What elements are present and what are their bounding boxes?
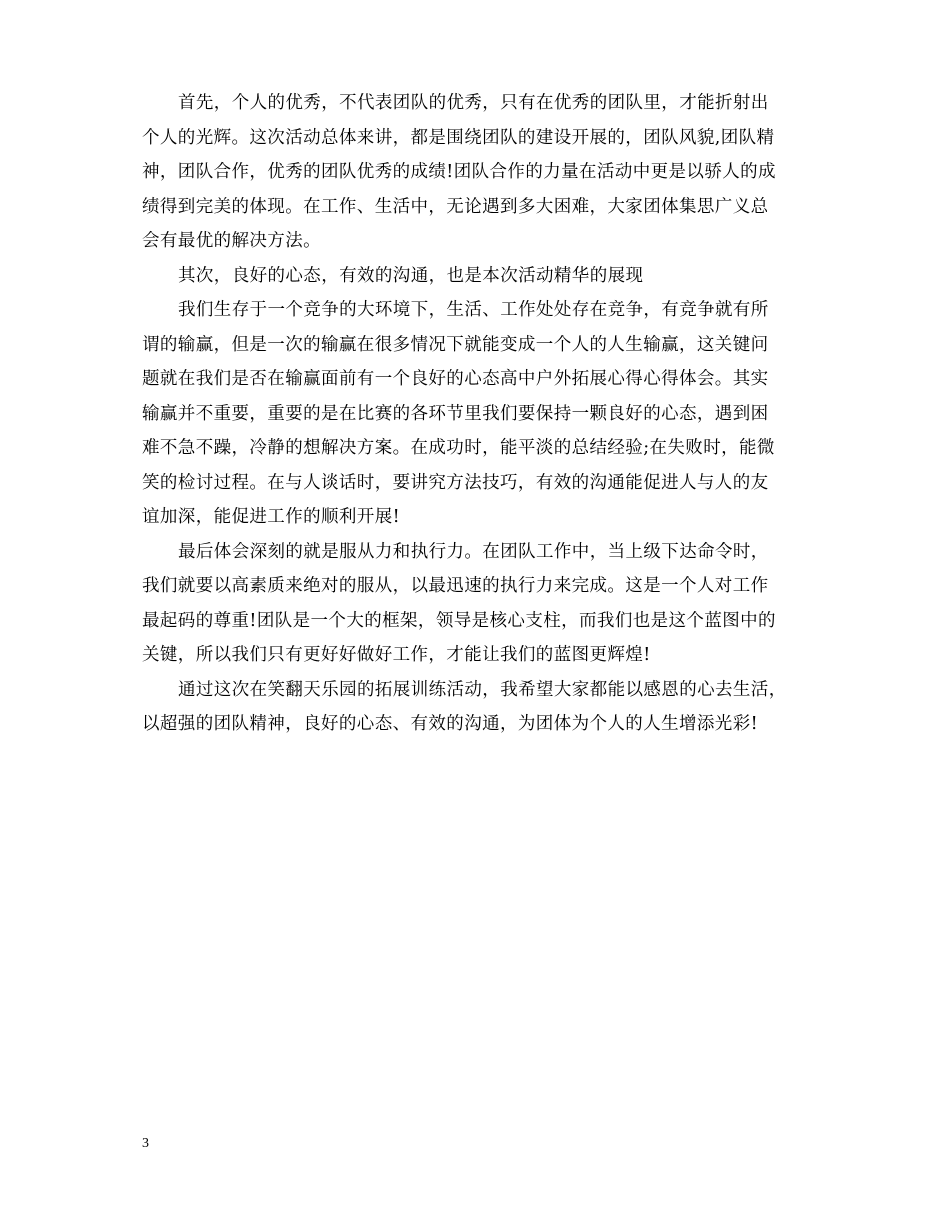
text-line: 谓的输赢，但是一次的输赢在很多情况下就能变成一个人的人生输赢，这关键问: [142, 334, 769, 355]
paragraph-conclusion: [142, 673, 834, 742]
document-body: [142, 86, 834, 742]
text-line: 会有最优的解决方法。: [142, 231, 321, 251]
paragraph-mindset-heading: [142, 259, 834, 294]
paragraph-obedience: [142, 535, 834, 673]
text-line: 神，团队合作，优秀的团队优秀的成绩!团队合作的力量在活动中更是以骄人的成: [142, 162, 776, 182]
page-number: 3: [142, 1136, 149, 1151]
text-line: 笑的检讨过程。在与人谈话时，要讲究方法技巧，有效的沟通能促进人与人的友: [142, 472, 769, 493]
text-line: 绩得到完美的体现。在工作、生活中，无论遇到多大困难，大家团体集思广义总: [142, 196, 769, 217]
text-line: 关键，所以我们只有更好好做好工作，才能让我们的蓝图更辉煌!: [142, 645, 651, 665]
text-line: 我们生存于一个竞争的大环境下，生活、工作处处存在竞争，有竞争就有所: [178, 300, 769, 320]
text-line: 其次，良好的心态，有效的沟通，也是本次活动精华的展现: [178, 265, 644, 286]
text-line: 通过这次在笑翻天乐园的拓展训练活动，我希望大家都能以感恩的心去生活，: [178, 679, 787, 700]
text-line: 最起码的尊重!团队是一个大的框架，领导是核心支柱，而我们也是这个蓝图中的: [142, 610, 776, 631]
text-line: 难不急不躁，冷静的想解决方案。在成功时，能平淡的总结经验;在失败时，能微: [142, 438, 775, 458]
text-line: 谊加深，能促进工作的顺利开展!: [142, 507, 401, 527]
text-line: 输赢并不重要，重要的是在比赛的各环节里我们要保持一颗良好的心态，遇到困: [142, 403, 769, 424]
text-line: 最后体会深刻的就是服从力和执行力。在团队工作中，当上级下达命令时，: [178, 541, 769, 562]
text-line: 个人的光辉。这次活动总体来讲，都是围绕团队的建设开展的，团队风貌,团队精: [142, 127, 775, 148]
text-line: 题就在我们是否在输赢面前有一个良好的心态高中户外拓展心得心得体会。其实: [142, 369, 769, 389]
paragraph-competition: [142, 293, 834, 535]
text-line: 首先，个人的优秀，不代表团队的优秀，只有在优秀的团队里，才能折射出: [178, 93, 769, 113]
paragraph-teamwork: [142, 86, 834, 259]
text-line: 以超强的团队精神，良好的心态、有效的沟通，为团体为个人的人生增添光彩!: [142, 714, 759, 734]
text-line: 我们就要以高素质来绝对的服从，以最迅速的执行力来完成。这是一个人对工作: [142, 576, 769, 596]
